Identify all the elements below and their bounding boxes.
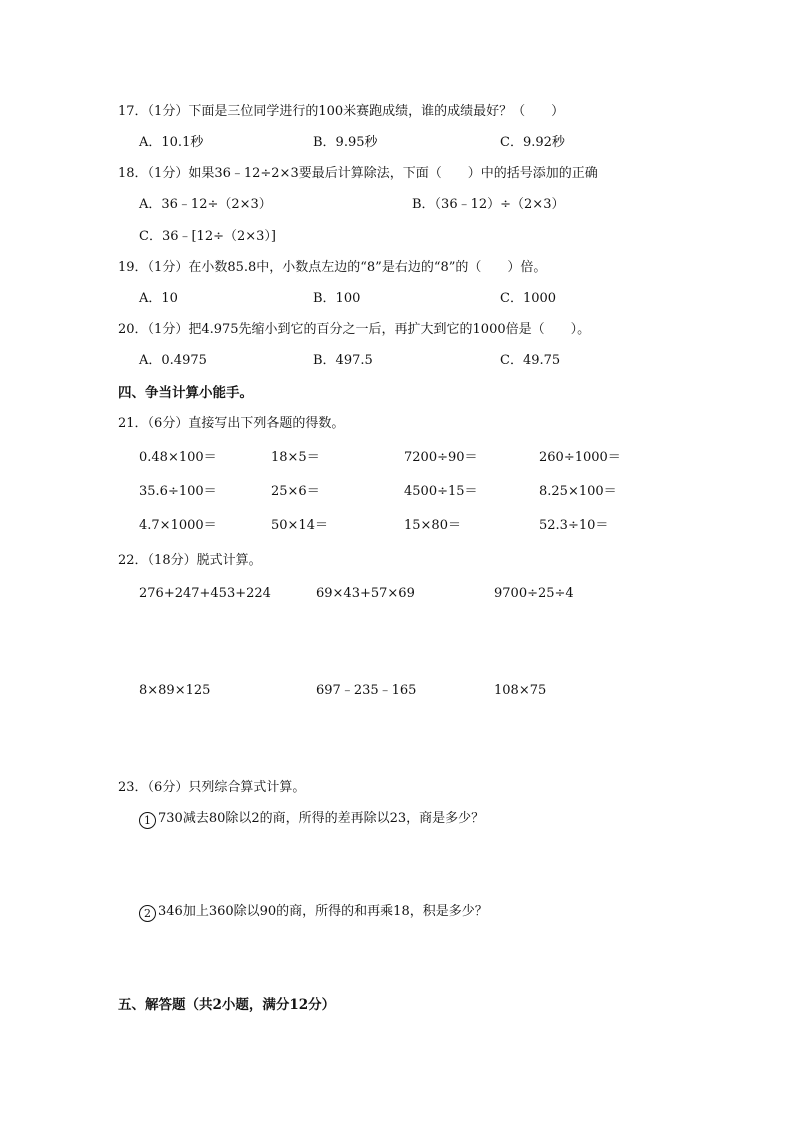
q17-option-b: B．9.95秒 [313, 135, 378, 150]
q23-item-text: 730减去80除以2的商，所得的差再除以23，商是多少？ [158, 811, 485, 826]
q21-cell: 4.7×1000＝ [139, 518, 217, 533]
q21-cell: 4500÷15＝ [404, 484, 478, 499]
q21-cell: 8.25×100＝ [539, 484, 617, 499]
q18-option-a: A．36﹣12÷（2×3） [139, 197, 272, 212]
q22-expression: 8×89×125 [139, 683, 211, 698]
q21-cell: 35.6÷100＝ [139, 484, 217, 499]
q17-option-a: A．10.1秒 [139, 135, 204, 150]
q19-option-a: A．10 [139, 291, 178, 306]
q23-item-text: 346加上360除以90的商，所得的和再乘18，积是多少？ [158, 904, 488, 919]
question-22: 22．（18分）脱式计算。 [118, 553, 262, 568]
question-23: 23．（6分）只列综合算式计算。 [118, 780, 306, 795]
section-4-title: 四、争当计算小能手。 [118, 385, 253, 401]
q22-expression: 108×75 [494, 683, 547, 698]
question-17: 17．（1分）下面是三位同学进行的100米赛跑成绩，谁的成绩最好？（ ） [118, 104, 565, 119]
question-19: 19．（1分）在小数85.8中，小数点左边的“8”是右边的“8”的（ ）倍。 [118, 260, 547, 275]
q22-expression: 9700÷25÷4 [494, 586, 574, 601]
q22-expression: 69×43+57×69 [316, 586, 415, 601]
q18-option-b: B．（36﹣12）÷（2×3） [412, 197, 565, 212]
question-21: 21．（6分）直接写出下列各题的得数。 [118, 416, 345, 431]
q21-cell: 25×6＝ [271, 484, 320, 499]
q20-option-c: C．49.75 [500, 353, 561, 368]
q21-cell: 0.48×100＝ [139, 450, 217, 465]
q21-cell: 52.3÷10＝ [539, 518, 609, 533]
q22-expression: 697﹣235﹣165 [316, 683, 417, 698]
circled-number-icon: 2 [139, 905, 156, 922]
q17-option-c: C．9.92秒 [500, 135, 565, 150]
q21-cell: 50×14＝ [271, 518, 328, 533]
q23-item-1 [139, 811, 484, 829]
q19-option-c: C．1000 [500, 291, 557, 306]
q22-expression: 276+247+453+224 [139, 586, 271, 601]
q20-option-b: B．497.5 [313, 353, 373, 368]
q21-cell: 7200÷90＝ [404, 450, 478, 465]
question-20: 20．（1分）把4.975先缩小到它的百分之一后，再扩大到它的1000倍是（ ）。 [118, 322, 591, 337]
q19-option-b: B．100 [313, 291, 361, 306]
section-5-title: 五、解答题（共2小题，满分12分） [118, 997, 336, 1013]
circled-number-icon: 1 [139, 812, 156, 829]
q21-cell: 15×80＝ [404, 518, 461, 533]
question-18: 18．（1分）如果36﹣12÷2×3要最后计算除法，下面（ ）中的括号添加的正确 [118, 166, 598, 181]
q23-item-2 [139, 904, 488, 922]
q21-cell: 260÷1000＝ [539, 450, 621, 465]
q20-option-a: A．0.4975 [139, 353, 207, 368]
q18-option-c: C．36﹣[12÷（2×3）] [139, 229, 277, 244]
q21-cell: 18×5＝ [271, 450, 320, 465]
